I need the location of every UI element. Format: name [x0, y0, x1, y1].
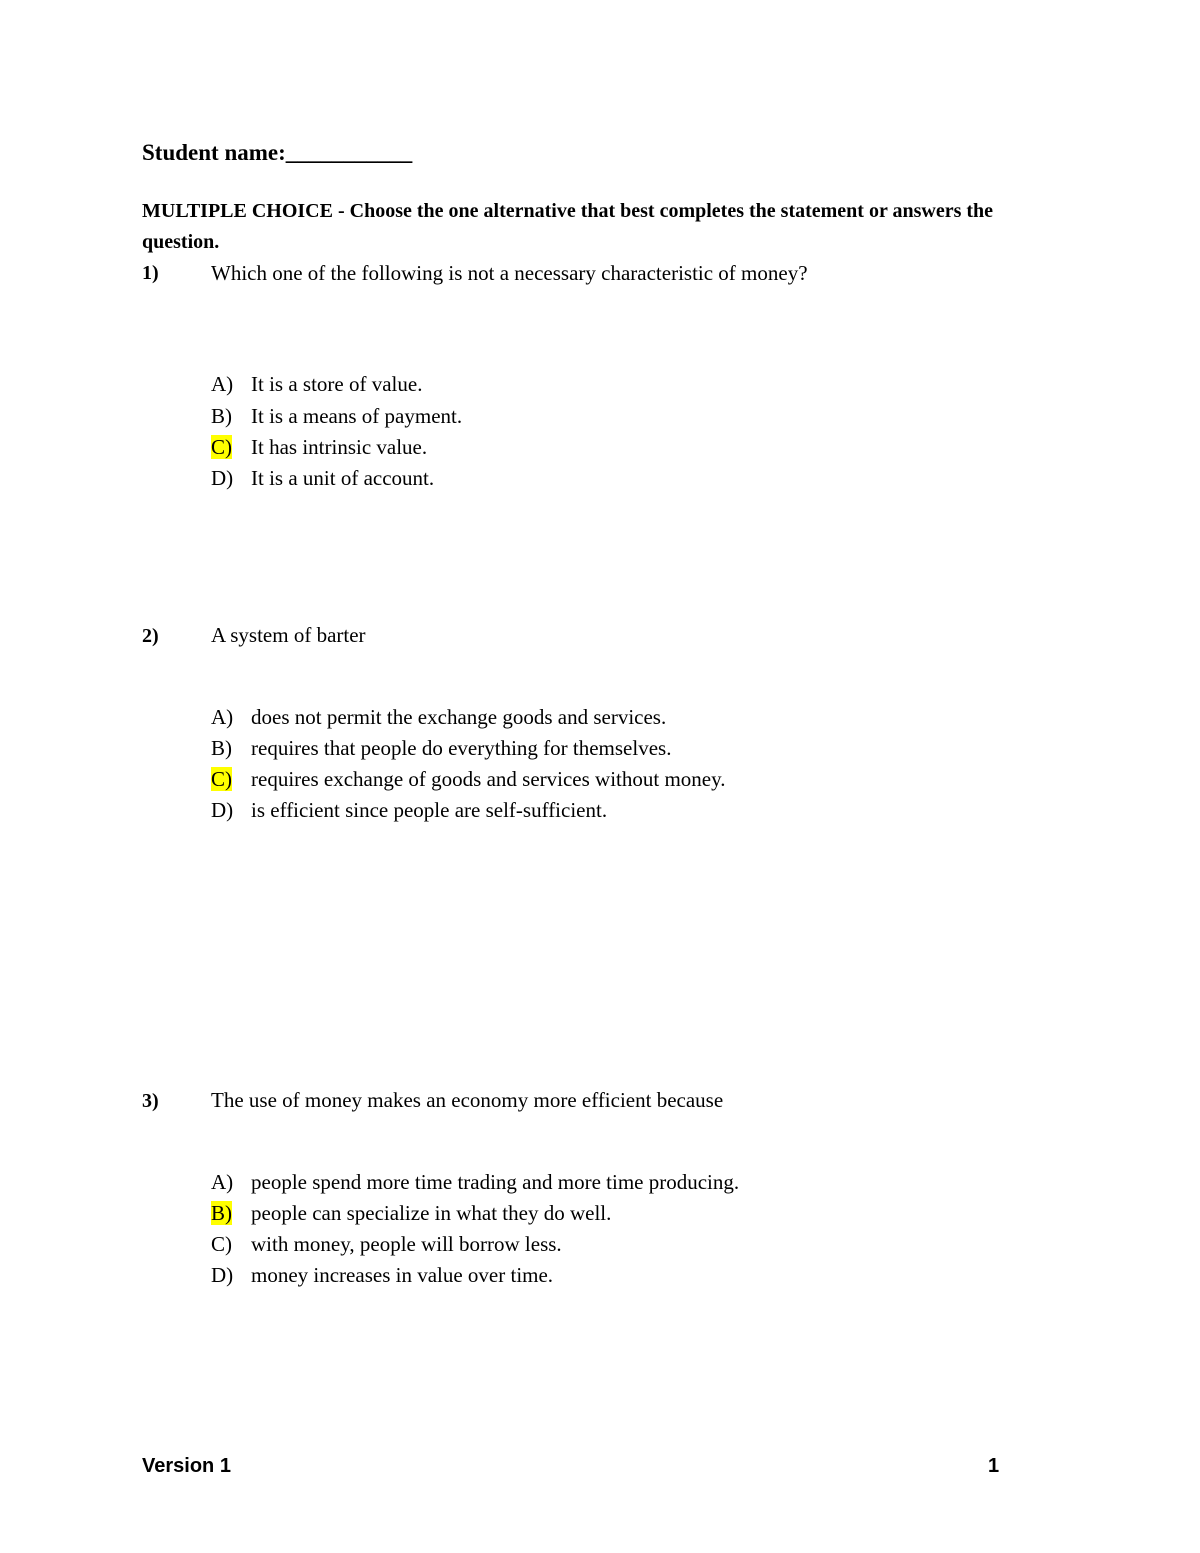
student-name-label: Student name:___________ [142, 140, 413, 165]
question-1-option-d [211, 466, 434, 494]
option-letter: C) [211, 1232, 232, 1256]
question-1-option-a [211, 372, 422, 400]
option-text: It is a unit of account. [251, 466, 435, 490]
option-letter: B) [211, 404, 232, 428]
option-letter: B) [211, 736, 232, 760]
option-text: It has intrinsic value. [251, 435, 428, 459]
question-3-option-d [211, 1263, 553, 1291]
option-letter: D) [211, 1263, 234, 1287]
option-letter: A) [211, 705, 234, 729]
highlighted-answer-letter: C) [211, 767, 232, 791]
option-letter: A) [211, 372, 234, 396]
question-2-option-c [211, 767, 726, 795]
question-1-option-c [211, 435, 427, 463]
question-1-option-b [211, 404, 462, 432]
option-text: people spend more time trading and more time producing. [251, 1170, 740, 1194]
question-2-number: 2) [142, 625, 159, 647]
question-2-text: A system of barter [211, 623, 366, 647]
highlighted-answer-letter: B) [211, 1201, 232, 1225]
question-2-option-a [211, 705, 666, 733]
question-3-text: The use of money makes an economy more efficient because [211, 1088, 724, 1112]
option-text: requires exchange of goods and services without money. [251, 767, 726, 791]
question-2-option-d [211, 798, 607, 826]
instructions-heading: MULTIPLE CHOICE - Choose the one alternative that best completes the statement or answers the question. [142, 200, 994, 253]
footer-page-number: 1 [988, 1455, 1000, 1477]
option-text: does not permit the exchange goods and services. [251, 705, 667, 729]
option-text: requires that people do everything for themselves. [251, 736, 672, 760]
option-text: It is a store of value. [251, 372, 423, 396]
option-letter: D) [211, 798, 234, 822]
option-text: It is a means of payment. [251, 404, 463, 428]
footer-version: Version 1 [142, 1455, 231, 1477]
highlighted-answer-letter: C) [211, 435, 232, 459]
question-3-option-c [211, 1232, 562, 1260]
question-1-number: 1) [142, 262, 159, 284]
question-1-text: Which one of the following is not a necessary characteristic of money? [211, 261, 808, 285]
question-3-option-a [211, 1170, 739, 1198]
option-letter: A) [211, 1170, 234, 1194]
question-3-option-b [211, 1201, 611, 1229]
question-3-number: 3) [142, 1090, 159, 1112]
option-text: people can specialize in what they do well. [251, 1201, 612, 1225]
option-text: is efficient since people are self-sufficient. [251, 798, 608, 822]
option-letter: D) [211, 466, 234, 490]
question-2-option-b [211, 736, 671, 764]
option-text: with money, people will borrow less. [251, 1232, 562, 1256]
option-text: money increases in value over time. [251, 1263, 554, 1287]
